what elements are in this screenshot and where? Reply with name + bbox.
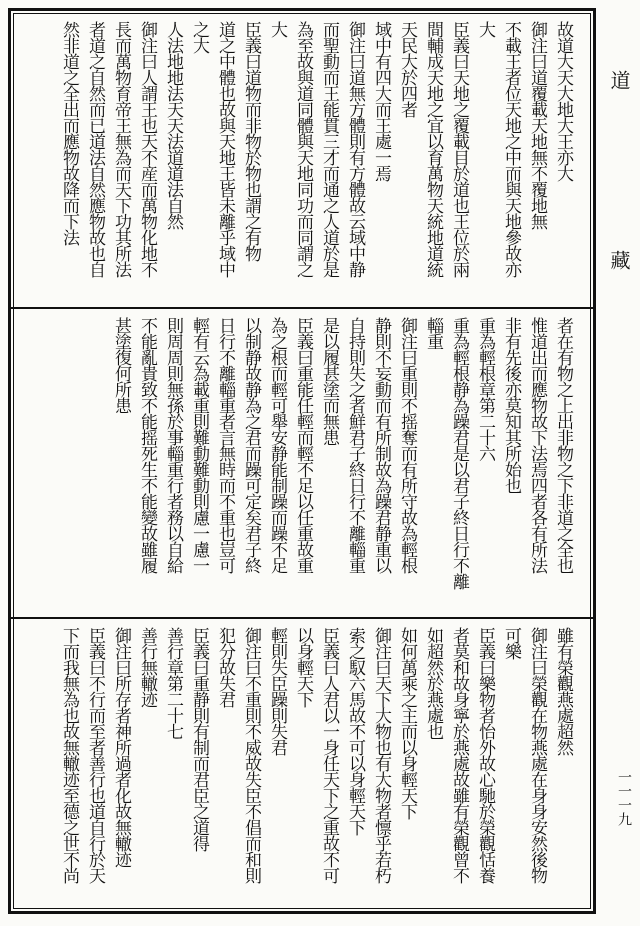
text-column: 長而萬物育帝王無為而天下功其所法: [111, 21, 131, 277]
text-column: 善行無轍迹: [137, 627, 157, 707]
text-column: 是以履甚塗而無患: [319, 317, 339, 445]
margin-title-zang: 藏: [607, 250, 631, 270]
text-column: 臣義曰天地之覆載目於道也王位於兩: [449, 21, 469, 277]
text-column: 惟道出而應物故下法焉四者各有所法: [527, 317, 547, 573]
text-column: 非有先後亦莫知其所始也: [501, 317, 521, 493]
text-column: 而聖動而王能貫三才而通之人道於是: [319, 21, 339, 277]
text-column: 者在有物之上出非物之下非道之全也: [553, 317, 573, 573]
text-column: 然非道之全出而應物故降而下法: [59, 21, 79, 245]
text-column: 索之馭六馬故不可以身輕天下: [345, 627, 365, 835]
text-column: 為至故與道同體與天地同功而同謂之: [293, 21, 313, 277]
text-column: 御注曰天下大物也有大物者懔乎若朽: [371, 627, 391, 883]
text-column: 犯分故失君: [215, 627, 235, 707]
text-column: 甚塗復何所患: [111, 317, 131, 413]
margin-title-dao: 道: [607, 70, 631, 90]
page-number: 一一一九: [616, 770, 632, 826]
text-column: 不載王者位天地之中而與天地參故亦: [501, 21, 521, 277]
text-column: 人法地地法天天法道道法自然: [163, 21, 183, 229]
text-column: 臣義曰重能任輕而輕不足以任重故重: [293, 317, 313, 573]
text-column: 間輔成天地之宜以育萬物天統地道統: [423, 21, 443, 277]
text-column: 御注曰道覆載天地無不覆地無: [527, 21, 547, 229]
text-column: 如何萬乘之主而以身輕天下: [397, 627, 417, 819]
text-column: 可樂: [501, 627, 521, 659]
text-column: 如超然於燕處也: [423, 627, 443, 739]
text-column: 者道之自然而已道法自然應物故也自: [85, 21, 105, 277]
text-column: 以身輕天下: [293, 627, 313, 707]
text-column: 輕有云為載重則難動難動則慮一慮一: [189, 317, 209, 573]
text-column: 不能亂貴致不能摇死生不能變故雖履: [137, 317, 157, 573]
text-column: 之大: [189, 21, 209, 53]
text-column: 為之根而輕可舉安静能制躁而躁不足: [267, 317, 287, 573]
text-panel-top: [29, 21, 575, 301]
text-column: 臣義曰道物而非物於物也謂之有物: [241, 21, 261, 261]
text-column: 日行不離輜重者言無時而不重也豈可: [215, 317, 235, 573]
text-column: 雖有榮觀燕處超然: [553, 627, 573, 755]
text-column: 以制静故静為之君而躁可定矣君子終: [241, 317, 261, 573]
text-column: 者莫和故身寧於燕處故雖有榮觀曾不: [449, 627, 469, 883]
text-column: 故道大天大地大王亦大: [553, 21, 573, 181]
text-column: 御注曰不重則不威故失臣不倡而和則: [241, 627, 261, 883]
text-column: 天民大於四者: [397, 21, 417, 117]
text-column: 善行章第二十七: [163, 627, 183, 739]
text-column: 重為輕根章第二十六: [475, 317, 495, 461]
text-column: 御注曰榮觀在物燕處在身身安然後物: [527, 627, 547, 883]
text-column: 域中有四大而王處一焉: [371, 21, 391, 181]
text-column: 臣義曰重静則有制而君臣之道得: [189, 627, 209, 851]
text-column: 重為輕根静為躁君是以君子終日行不離: [449, 317, 469, 589]
text-column: 則周周則無孫於事輜重行者務以自給: [163, 317, 183, 573]
page-frame: [8, 8, 596, 914]
text-column: 臣義曰不行而至者善行也道自行於天: [85, 627, 105, 883]
text-column: 輕則失臣躁則失君: [267, 627, 287, 755]
text-column: 御注曰道無方體則有方體故云域中静: [345, 21, 365, 277]
panel-divider-2: [11, 617, 593, 619]
text-column: 輜重: [423, 317, 443, 349]
text-panel-middle: [29, 317, 575, 611]
text-column: 静則不妄動而有所制故為躁君静重以: [371, 317, 391, 573]
text-column: 臣義曰人君以一身任天下之重故不可: [319, 627, 339, 883]
text-column: 大: [267, 21, 287, 37]
panel-divider-1: [11, 307, 593, 309]
text-column: 御注曰重則不摇奪而有所守故為輕根: [397, 317, 417, 573]
text-column: 道之中體也故與天地王皆未離乎域中: [215, 21, 235, 277]
text-column: 下而我無為也故無轍迹至德之世不尚: [59, 627, 79, 883]
text-column: 御注曰所存者神所過者化故無轍迹: [111, 627, 131, 867]
text-column: 御注曰人謂王也天不産而萬物化地不: [137, 21, 157, 277]
text-column: 自持則失之者鮮君子終日行不離輜重: [345, 317, 365, 573]
text-panel-bottom: [29, 627, 575, 907]
text-column: 臣義曰樂物者怡外故心馳於榮觀恬養: [475, 627, 495, 883]
text-column: 大: [475, 21, 495, 37]
